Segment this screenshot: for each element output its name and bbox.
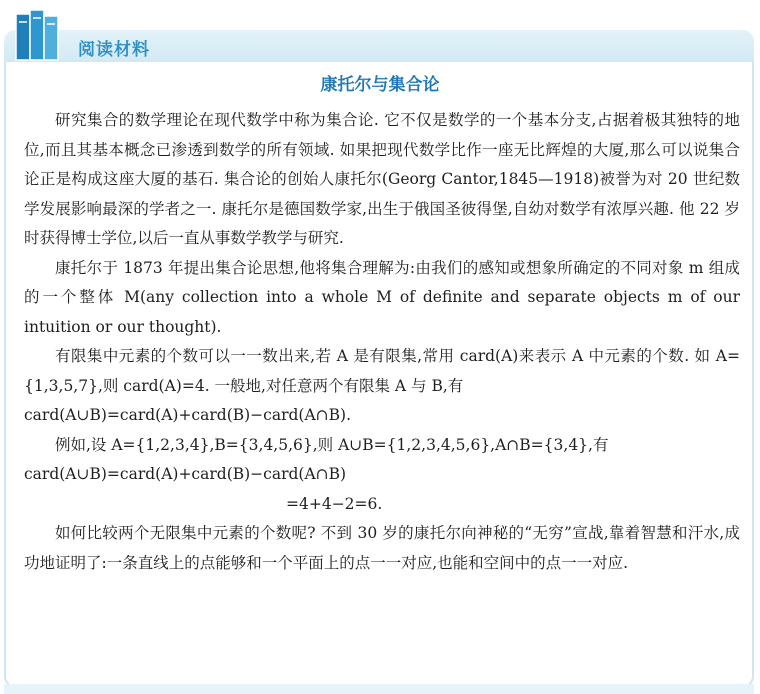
article-title: 康托尔与集合论 [320,75,440,95]
formula-inclusion-exclusion: card(A∪B)=card(A)+card(B)−card(A∩B). [24,406,352,424]
section-label: 阅读材料 [78,40,150,60]
article-body [24,106,740,578]
book-stack-icon [10,6,70,66]
example-line: 例如,设 A={1,2,3,4},B={3,4,5,6},则 A∪B={1,2,3,4,5,6},A∩B={3,4},有 [55,435,609,454]
paragraph-infinite-sets: 如何比较两个无限集中元素的个数呢? 不到 30 岁的康托尔向神秘的“无穷”宣战,靠着智慧和汗水,成功地证明了:一条直线上的点能够和一个平面上的点一一对应,也能和空间中的点一一对应. [24,524,740,572]
paragraph-finite-sets: 有限集中元素的个数可以一一数出来,若 A 是有限集,常用 card(A)来表示 A 中元素的个数. 如 A={1,3,5,7},则 card(A)=4. 一般地,对任意两个有限集 A 与 B,有 [24,347,740,395]
bottom-band [4,684,754,694]
formula-example: card(A∪B)=card(A)+card(B)−card(A∩B) [24,465,347,483]
paragraph-definition: 康托尔于 1873 年提出集合论思想,他将集合理解为:由我们的感知或想象所确定的不同对象 m 组成的一个整体 M(any collection into a whole M of definite and separate objects m of our intuition or our thought). [24,258,740,336]
formula-result: =4+4−2=6. [286,494,383,513]
paragraph-intro: 研究集合的数学理论在现代数学中称为集合论. 它不仅是数学的一个基本分支,占据着极其独特的地位,而且其基本概念已渗透到数学的所有领域. 如果把现代数学比作一座无比辉煌的大厦,那么可以说集合论正是构成这座大厦的基石. 集合论的创始人康托尔(Georg Cantor,1845—1918)被誉为对 20 世纪数学发展影响最深的学者之一. 康托尔是德国数学家,出生于俄国圣彼得堡,自幼对数学有浓厚兴趣. 他 22 岁时获得博士学位,以后一直从事数学教学与研究. [24,111,740,247]
